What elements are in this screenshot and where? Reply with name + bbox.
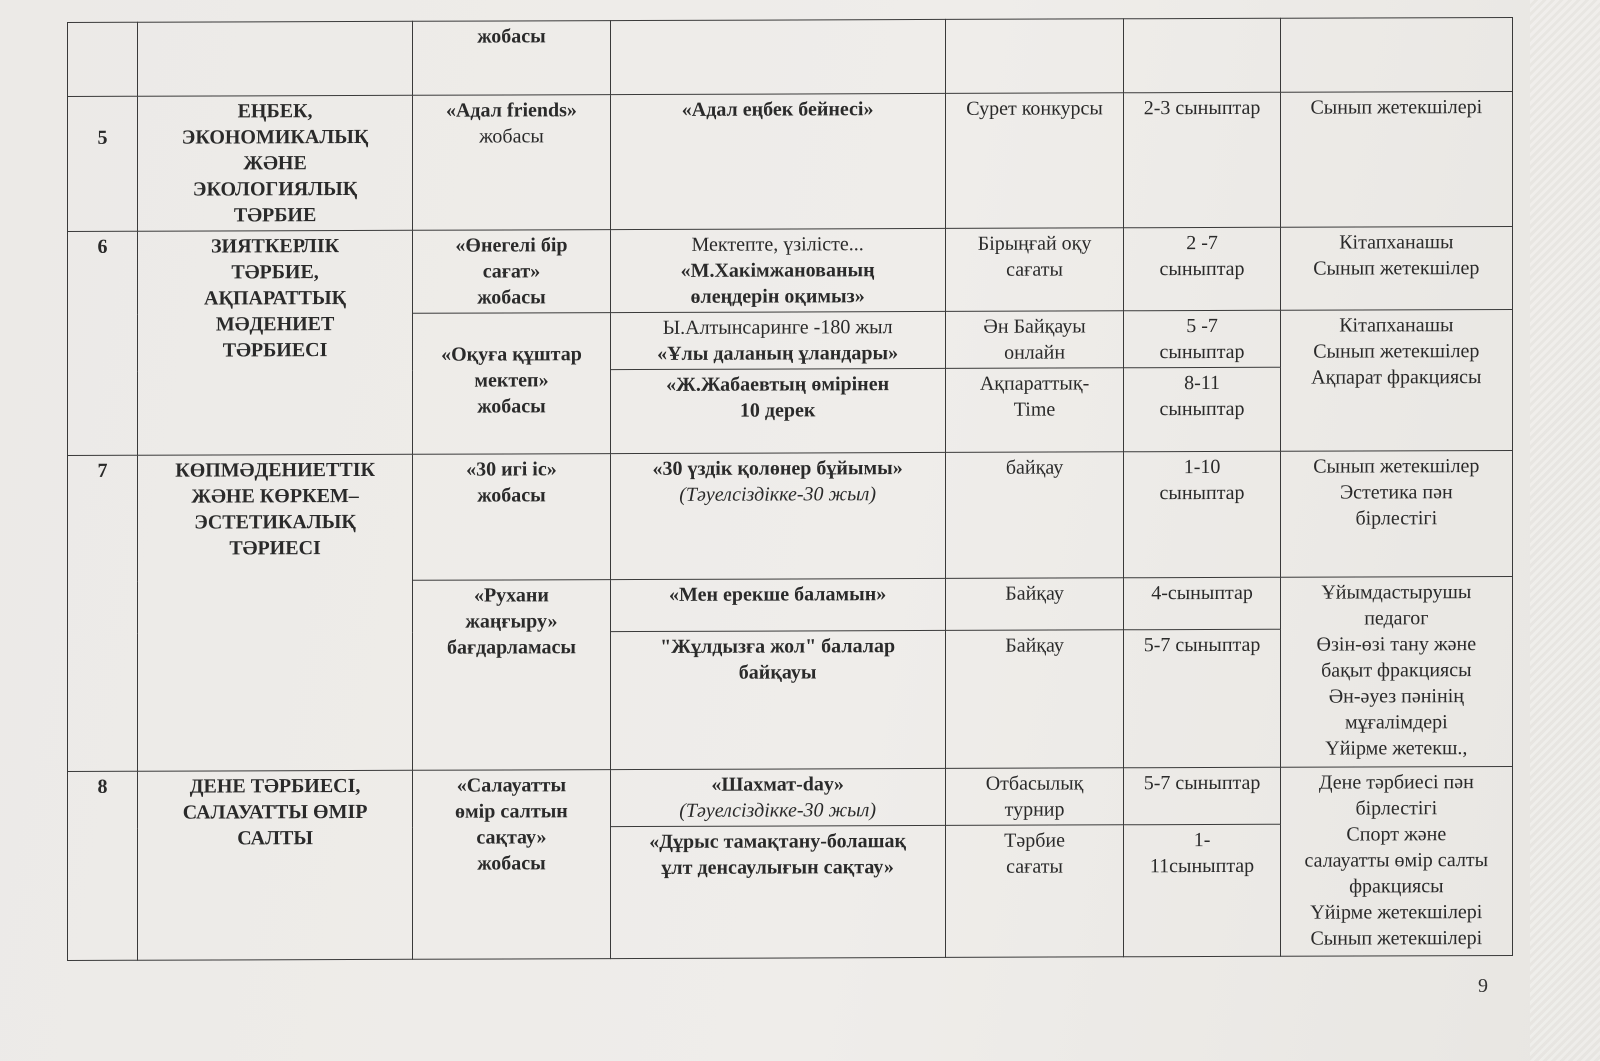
responsible-cell: Сынып жетекшілер Эстетика пән бірлестігі: [1280, 450, 1512, 577]
project-cell: «30 игі іс» жобасы: [413, 454, 610, 581]
event-cell: «Адал еңбек бейнесі»: [610, 93, 945, 229]
grades-cell: 2-3 сыныптар: [1124, 92, 1280, 228]
grades-cell: 5 -7 сыныптар: [1124, 310, 1280, 368]
project-cell: «Өнегелі бір сағат» жобасы: [413, 230, 610, 314]
grades-cell: 2 -7 сыныптар: [1124, 227, 1280, 311]
direction-cell: [137, 21, 412, 96]
event-cell: "Жұлдызға жол" балалар байқауы: [610, 630, 945, 769]
row-number-cell: 8: [68, 771, 138, 960]
form-cell: Байқау: [945, 578, 1124, 631]
direction-cell: ДЕНЕ ТӘРБИЕСІ, САЛАУАТТЫ ӨМІР САЛТЫ: [137, 770, 412, 960]
form-cell: Ән Байқауы онлайн: [945, 311, 1124, 369]
event-cell: «Мен ерекше баламын»: [610, 578, 945, 631]
form-cell: байқау: [945, 452, 1124, 579]
form-cell: Сурет конкурсы: [945, 93, 1124, 229]
page-number: 9: [1478, 975, 1488, 997]
grades-cell: 5-7 сыныптар: [1124, 629, 1280, 768]
row-number-cell: [68, 22, 138, 96]
event-cell: «Дұрыс тамақтану-болашақ ұлт денсаулығын сақтау»: [610, 825, 945, 958]
table-row: [68, 766, 1513, 828]
education-plan-table: [67, 17, 1513, 961]
event-cell: «Шахмат-day» (Тәуелсіздікке-30 жыл): [610, 768, 945, 826]
form-cell: Отбасылық турнир: [945, 768, 1124, 826]
direction-cell: ЗИЯТКЕРЛІК ТӘРБИЕ, АҚПАРАТТЫҚ МӘДЕНИЕТ ТӘРБИЕСІ: [137, 230, 412, 455]
form-cell: Бірыңғай оқу сағаты: [945, 228, 1124, 312]
row-number-cell: 6: [68, 231, 138, 455]
form-cell: Ақпараттық- Time: [945, 368, 1124, 453]
project-cell: жобасы: [413, 21, 610, 96]
event-cell: Мектепте, үзілісте... «М.Хакімжанованың өлеңдерін оқимыз»: [610, 228, 945, 312]
project-cell: «Салауатты өмір салтын сақтау» жобасы: [413, 770, 610, 960]
table-row: [68, 17, 1513, 96]
form-cell: Байқау: [945, 630, 1124, 769]
project-cell: «Адал friends» жобасы: [413, 95, 610, 231]
grades-cell: 1-10 сыныптар: [1124, 451, 1280, 578]
responsible-cell: Дене тәрбиесі пән бірлестігі Спорт және салауатты өмір салты фракциясы Үйірме жетекшілері Сынып жетекшілері: [1280, 766, 1512, 956]
table-row: [68, 91, 1513, 231]
responsible-cell: [1280, 17, 1512, 92]
form-cell: Тәрбие сағаты: [945, 825, 1124, 958]
direction-cell: КӨПМӘДЕНИЕТТІК ЖӘНЕ КӨРКЕМ– ЭСТЕТИКАЛЫҚ ТӘРИЕСІ: [137, 454, 412, 771]
grades-cell: 5-7 сыныптар: [1124, 767, 1280, 825]
responsible-cell: Кітапханашы Сынып жетекшілер Ақпарат фракциясы: [1280, 309, 1512, 451]
responsible-cell: Сынып жетекшілері: [1280, 91, 1512, 227]
row-number-cell: 7: [68, 455, 138, 771]
row-number-cell: 5: [68, 96, 138, 231]
grades-cell: 4-сыныптар: [1124, 577, 1280, 630]
event-cell: «30 үздік қолөнер бұйымы» (Тәуелсіздікке-30 жыл): [610, 452, 945, 579]
project-cell: «Рухани жаңғыру» бағдарламасы: [413, 580, 610, 771]
project-cell: «Оқуға құштар мектеп» жобасы: [413, 313, 610, 455]
form-cell: [945, 19, 1124, 94]
responsible-cell: Кітапханашы Сынып жетекшілер: [1280, 226, 1512, 310]
event-cell: [610, 19, 945, 94]
responsible-cell: Ұйымдастырушы педагог Өзін-өзі тану және бақыт фракциясы Ән-әуез пәнінің мұғалімдері Үйірме жетекш.,: [1280, 576, 1512, 767]
table-row: [68, 450, 1513, 581]
event-cell: «Ж.Жабаевтың өмірінен 10 дерек: [610, 368, 945, 453]
direction-cell: ЕҢБЕК, ЭКОНОМИКАЛЫҚ ЖӘНЕ ЭКОЛОГИЯЛЫҚ ТӘРБИЕ: [137, 95, 412, 231]
grades-cell: 1- 11сыныптар: [1124, 824, 1280, 957]
grades-cell: [1124, 18, 1280, 93]
table-row: [68, 226, 1513, 314]
background-cloth: [1530, 0, 1600, 1061]
grades-cell: 8-11 сыныптар: [1124, 367, 1280, 452]
event-cell: Ы.Алтынсаринге -180 жыл «Ұлы даланың ұландары»: [610, 311, 945, 369]
